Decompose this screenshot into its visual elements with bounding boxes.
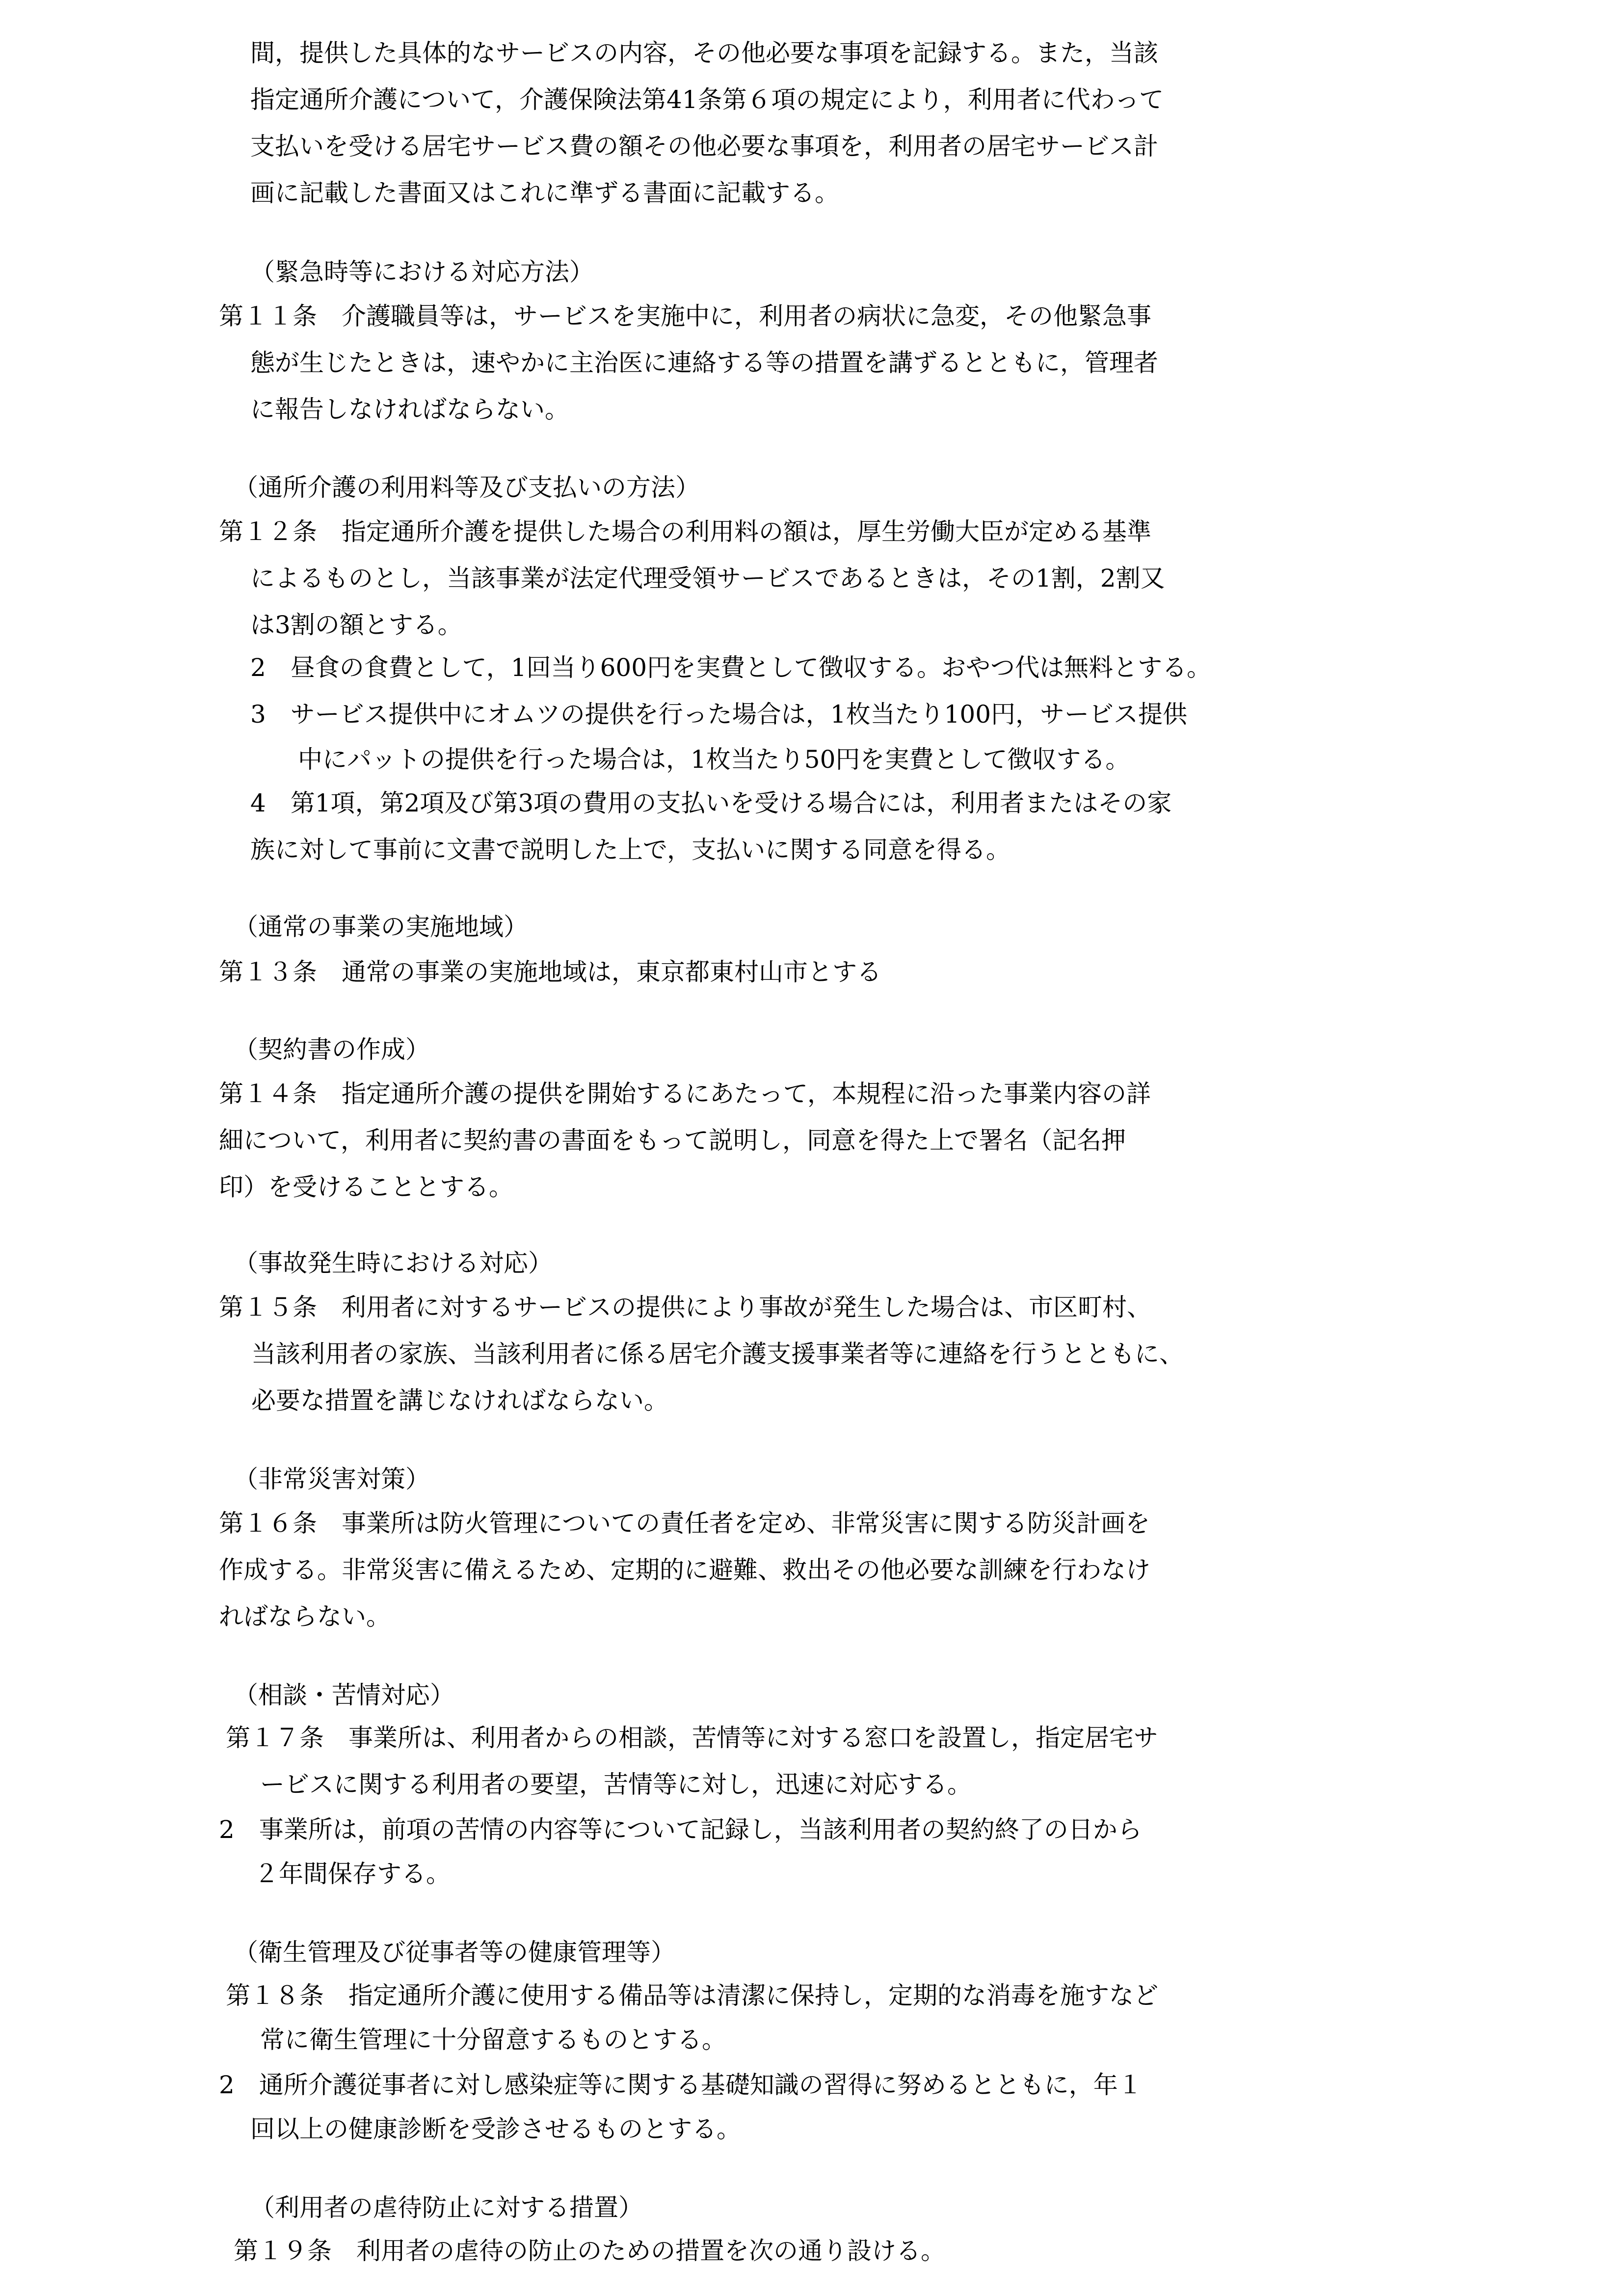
clause-line: 4 第1項，第2項及び第3項の費用の支払いを受ける場合には，利用者またはその家 xyxy=(250,789,1172,817)
text-line: 間，提供した具体的なサービスの内容，その他必要な事項を記録する。また，当該 xyxy=(250,39,1158,67)
text-line: ２年間保存する。 xyxy=(254,1860,451,1888)
clause-line: 2 通所介護従事者に対し感染症等に関する基礎知識の習得に努めるとともに，年１ xyxy=(219,2071,1143,2099)
section-heading: （緊急時等における対応方法） xyxy=(250,258,594,286)
section-heading: （非常災害対策） xyxy=(234,1465,430,1493)
text-line: 支払いを受ける居宅サービス費の額その他必要な事項を，利用者の居宅サービス計 xyxy=(250,132,1158,161)
text-line: 常に衛生管理に十分留意するものとする。 xyxy=(260,2026,726,2054)
text-line: 族に対して事前に文書で説明した上で，支払いに関する同意を得る。 xyxy=(250,836,1011,864)
text-line: ればならない。 xyxy=(219,1602,391,1631)
text-line: 態が生じたときは，速やかに主治医に連絡する等の措置を講ずるとともに，管理者 xyxy=(250,349,1158,377)
article-line: 第１４条 指定通所介護の提供を開始するにあたって，本規程に沿った事業内容の詳 xyxy=(219,1080,1151,1108)
article-line: 第１７条 事業所は、利用者からの相談，苦情等に対する窓口を設置し，指定居宅サ xyxy=(226,1724,1158,1752)
text-line: によるものとし，当該事業が法定代理受領サービスであるときは，その1割，2割又 xyxy=(250,564,1165,593)
section-heading: （利用者の虐待防止に対する措置） xyxy=(250,2193,643,2222)
section-heading: （衛生管理及び従事者等の健康管理等） xyxy=(234,1938,675,1967)
text-line: 指定通所介護について，介護保険法第41条第６項の規定により，利用者に代わって xyxy=(250,85,1164,114)
section-heading: （通所介護の利用料等及び支払いの方法） xyxy=(234,473,700,502)
article-line: 第１９条 利用者の虐待の防止のための措置を次の通り設ける。 xyxy=(234,2237,945,2265)
clause-line: 2 昼食の食費として，1回当り600円を実費として徴収する。おやつ代は無料とする。 xyxy=(250,653,1212,682)
text-line: ービスに関する利用者の要望，苦情等に対し，迅速に対応する。 xyxy=(260,1770,972,1799)
text-line: 作成する。非常災害に備えるため、定期的に避難、救出その他必要な訓練を行わなけ xyxy=(219,1556,1150,1584)
text-line: 必要な措置を講じなければならない。 xyxy=(251,1386,668,1415)
article-line: 第１８条 指定通所介護に使用する備品等は清潔に保持し，定期的な消毒を施すなど xyxy=(226,1981,1158,2010)
article-line: 第１２条 指定通所介護を提供した場合の利用料の額は，厚生労働大臣が定める基準 xyxy=(219,517,1151,546)
text-line: は3割の額とする。 xyxy=(250,611,462,639)
text-line: 細について，利用者に契約書の書面をもって説明し，同意を得た上で署名（記名押 xyxy=(219,1126,1126,1155)
section-heading: （通常の事業の実施地域） xyxy=(234,913,528,941)
text-line: 回以上の健康診断を受診させるものとする。 xyxy=(250,2115,741,2143)
text-line: 中にパットの提供を行った場合は，1枚当たり50円を実費として徴収する。 xyxy=(298,745,1130,774)
clause-line: 3 サービス提供中にオムツの提供を行った場合は，1枚当たり100円，サービス提供 xyxy=(250,700,1188,729)
text-line: 画に記載した書面又はこれに準ずる書面に記載する。 xyxy=(250,179,839,207)
article-line: 第１５条 利用者に対するサービスの提供により事故が発生した場合は、市区町村、 xyxy=(219,1293,1151,1322)
section-heading: （相談・苦情対応） xyxy=(234,1681,454,1709)
section-heading: （事故発生時における対応） xyxy=(234,1249,553,1277)
section-heading: （契約書の作成） xyxy=(234,1035,430,1064)
article-line: 第１１条 介護職員等は，サービスを実施中に，利用者の病状に急変，その他緊急事 xyxy=(219,302,1151,330)
text-line: に報告しなければならない。 xyxy=(250,395,569,424)
text-line: 当該利用者の家族、当該利用者に係る居宅介護支援事業者等に連絡を行うとともに、 xyxy=(251,1340,1184,1368)
clause-line: 2 事業所は，前項の苦情の内容等について記録し，当該利用者の契約終了の日から xyxy=(219,1815,1142,1844)
text-line: 印）を受けることとする。 xyxy=(219,1173,513,1201)
article-line: 第１３条 通常の事業の実施地域は，東京都東村山市とする xyxy=(219,958,881,986)
article-line: 第１６条 事業所は防火管理についての責任者を定め、非常災害に関する防災計画を xyxy=(219,1509,1150,1538)
